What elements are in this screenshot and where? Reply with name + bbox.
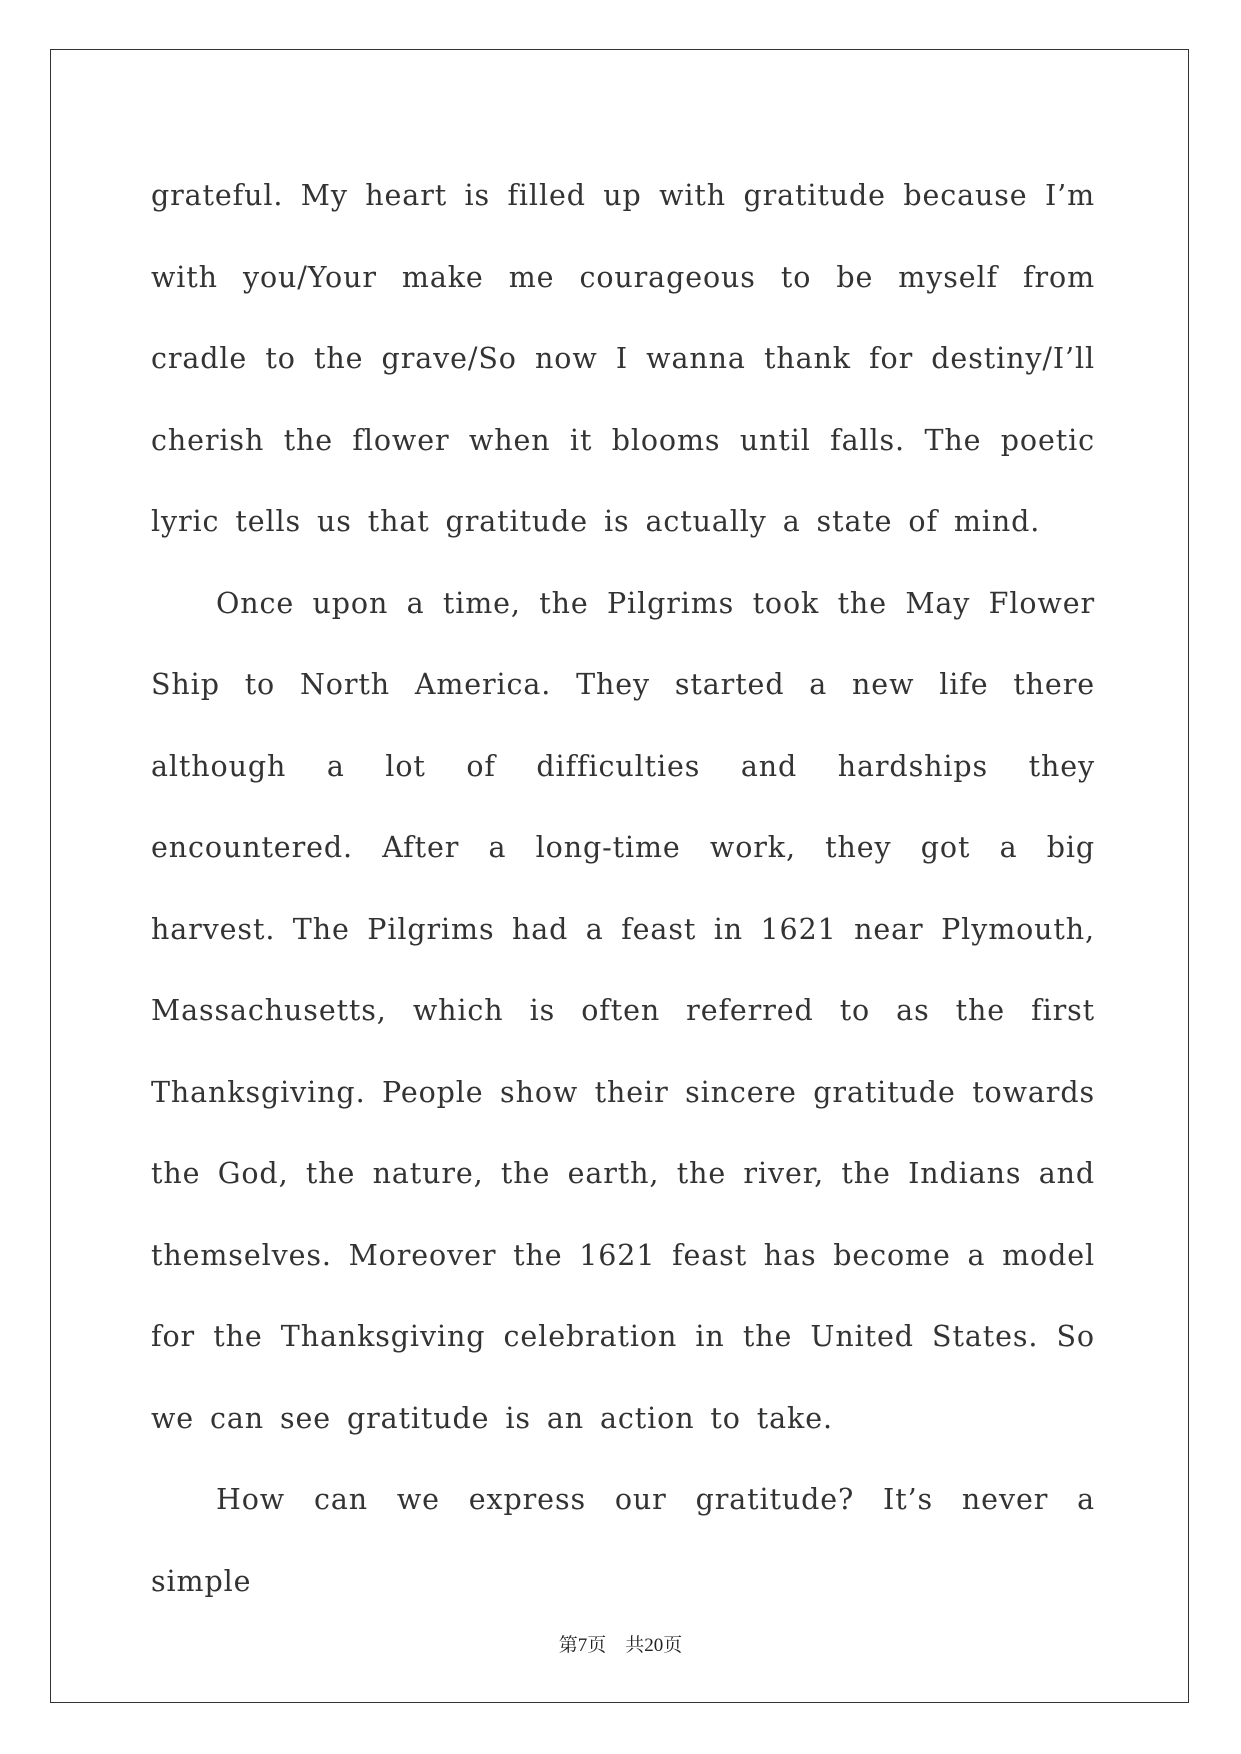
page-number-footer: 第7页 共20页 — [558, 1635, 683, 1656]
document-body — [151, 155, 1095, 1622]
paragraph: How can we express our gratitude? It’s never a simple — [151, 1483, 1095, 1598]
paragraph: grateful. My heart is filled up with gratitude because I’m with you/Your make me courageous to be myself from cradle to the grave/So now I wanna thank for destiny/I’ll cherish the flower when it blooms until falls. The poetic lyric tells us that gratitude is actually a state of mind. — [151, 179, 1095, 538]
paragraph: Once upon a time, the Pilgrims took the May Flower Ship to North America. They started a new life there although a lot of difficulties and hardships they encountered. After a long-time work, they got a big harvest. The Pilgrims had a feast in 1621 near Plymouth, Massachusetts, which is often referred to as the first Thanksgiving. People show their sincere gratitude towards the God, the nature, the earth, the river, the Indians and themselves. Moreover the 1621 feast has become a model for the Thanksgiving celebration in the United States. So we can see gratitude is an action to take. — [151, 586, 1095, 1435]
